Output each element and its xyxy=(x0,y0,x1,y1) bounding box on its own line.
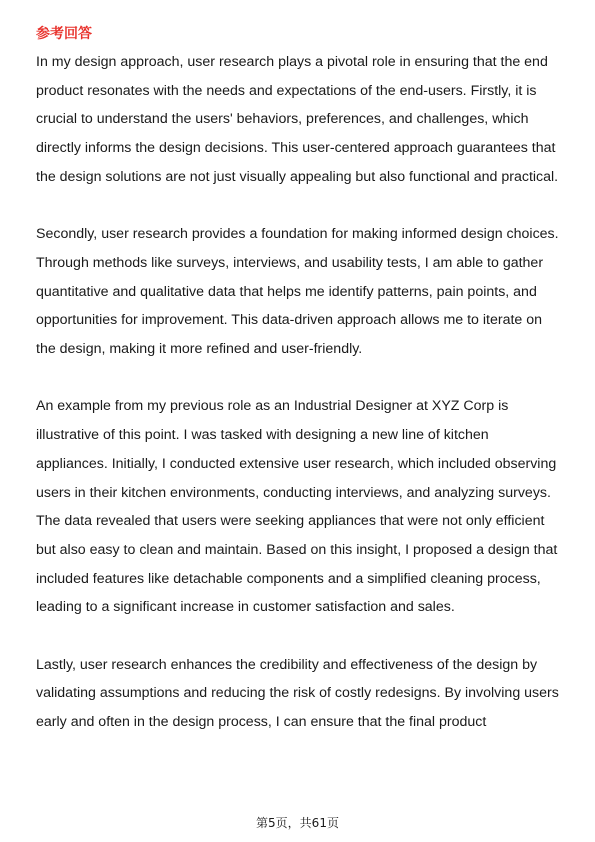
section-heading: 参考回答 xyxy=(36,26,92,42)
page-number-footer: 第5页，共61页 xyxy=(256,816,339,830)
paragraph-1: In my design approach, user research plays a pivotal role in ensuring that the end product resonates with the needs and expectations of the end-users. Firstly, it is crucial to understand the users' behaviors, preferences, and challenges, which directly informs the design decisions. This user-centered approach guarantees that the design solutions are not just visually appealing but also functional and practical. xyxy=(36,54,559,185)
paragraph-2: Secondly, user research provides a foundation for making informed design choices. Through methods like surveys, interviews, and usability tests, I am able to gather quantitative and qualitative data that helps me identify patterns, pain points, and opportunities for improvement. This data-driven approach allows me to iterate on the design, making it more refined and user-friendly. xyxy=(36,226,559,358)
paragraph-3: An example from my previous role as an Industrial Designer at XYZ Corp is illustrative of this point. I was tasked with designing a new line of kitchen appliances. Initially, I conducted extensive user research, which included observing users in their kitchen environments, conducting interviews, and analyzing surveys. The data revealed that users were seeking appliances that were not only efficient but also easy to clean and maintain. Based on this insight, I proposed a design that included features like detachable components and a simplified cleaning process, leading to a significant increase in customer satisfaction and sales. xyxy=(36,398,558,616)
answer-body xyxy=(36,48,564,737)
paragraph-4: Lastly, user research enhances the credibility and effectiveness of the design by validating assumptions and reducing the risk of costly redesigns. By involving users early and often in the design process, I can ensure that the final product xyxy=(36,656,559,731)
